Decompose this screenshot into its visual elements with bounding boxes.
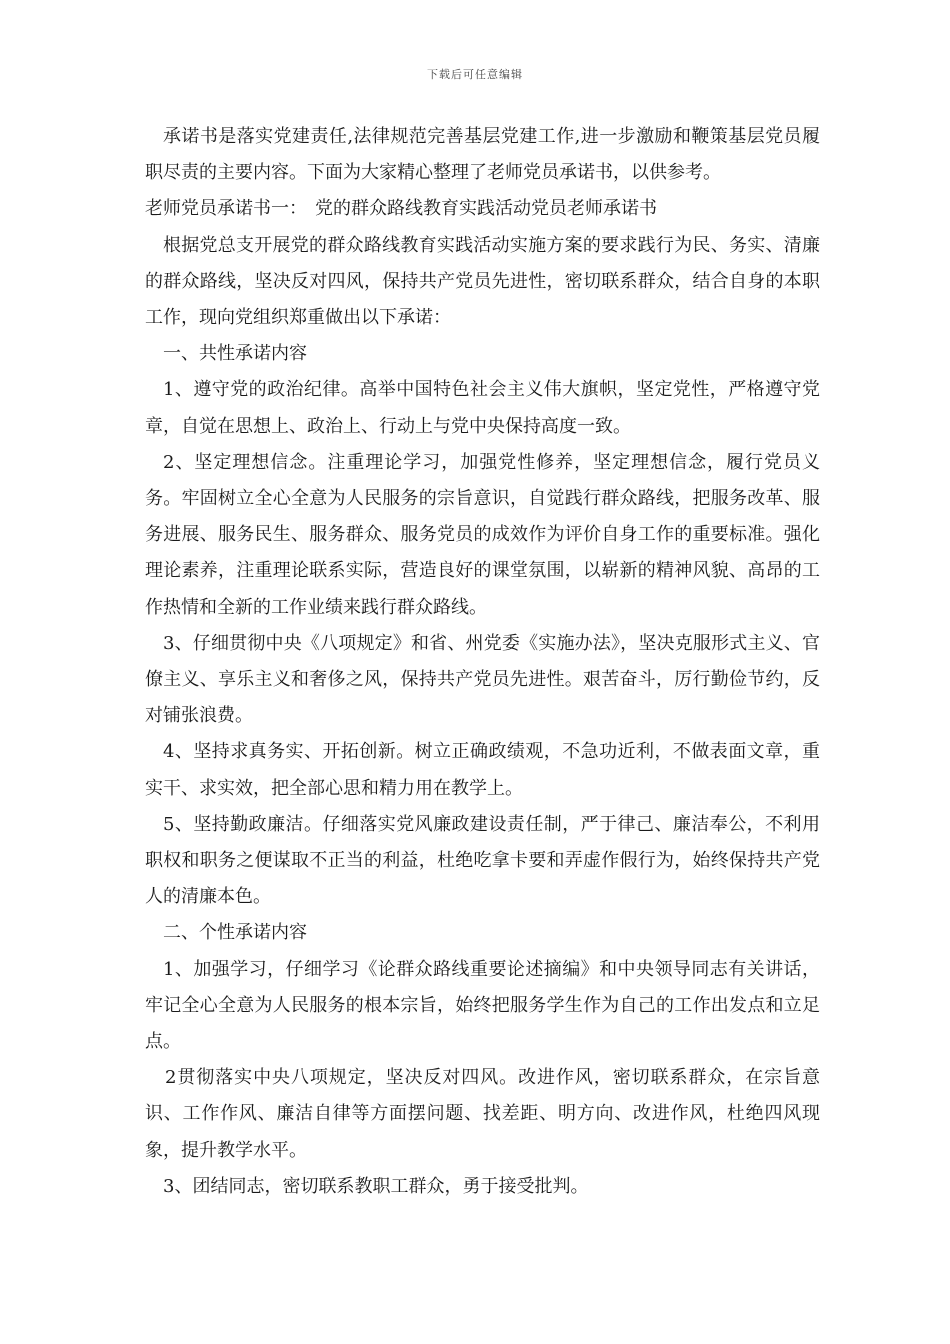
- personal-item-2: 2贯彻落实中央八项规定，坚决反对四风。改进作风，密切联系群众，在宗旨意识、工作作风、廉洁自律等方面摆问题、找差距、明方向、改进作风，杜绝四风现象，提升教学水平。: [145, 1067, 820, 1161]
- intro-paragraph: 承诺书是落实党建责任,法律规范完善基层党建工作,进一步激励和鞭策基层党员履职尽责的主要内容。下面为大家精心整理了老师党员承诺书，以供参考。: [145, 126, 820, 184]
- document-body: [145, 119, 820, 1205]
- document-title: 党的群众路线教育实践活动党员老师承诺书: [315, 198, 657, 220]
- section-heading-personal: 二、个性承诺内容: [163, 922, 307, 944]
- common-item-3: 3、仔细贯彻中央《八项规定》和省、州党委《实施办法》，坚决克服形式主义、官僚主义、享乐主义和奢侈之风，保持共产党员先进性。艰苦奋斗，厉行勤俭节约，反对铺张浪费。: [145, 632, 820, 727]
- common-item-4: 4、坚持求真务实、开拓创新。树立正确政绩观，不急功近利，不做表面文章，重实干、求实效，把全部心思和精力用在教学上。: [145, 741, 820, 799]
- common-item-2: 2、坚定理想信念。注重理论学习，加强党性修养，坚定理想信念，履行党员义务。牢固树立全心全意为人民服务的宗旨意识，自觉践行群众路线，把服务改革、服务进展、服务民生、服务群众、服务党员的成效作为评价自身工作的重要标准。强化理论素养，注重理论联系实际，营造良好的课堂氛围，以崭新的精神风貌、高昂的工作热情和全新的工作业绩来践行群众路线。: [145, 451, 820, 618]
- common-item-1: 1、遵守党的政治纪律。高举中国特色社会主义伟大旗帜，坚定党性，严格遵守党章，自觉在思想上、政治上、行动上与党中央保持高度一致。: [145, 379, 820, 437]
- section-heading-common: 一、共性承诺内容: [163, 343, 307, 365]
- document-title-line: [145, 191, 820, 227]
- personal-item-1: 1、加强学习，仔细学习《论群众路线重要论述摘编》和中央领导同志有关讲话，牢记全心全意为人民服务的根本宗旨，始终把服务学生作为自己的工作出发点和立足点。: [145, 958, 820, 1053]
- opening-paragraph: 根据党总支开展党的群众路线教育实践活动实施方案的要求践行为民、务实、清廉的群众路线，坚决反对四风，保持共产党员先进性，密切联系群众，结合自身的本职工作，现向党组织郑重做出以下承诺：: [145, 234, 820, 329]
- personal-item-3: 3、团结同志，密切联系教职工群众，勇于接受批判。: [163, 1175, 589, 1197]
- title-label: 老师党员承诺书一：: [145, 198, 307, 220]
- common-item-5: 5、坚持勤政廉洁。仔细落实党风廉政建设责任制，严于律己、廉洁奉公，不利用职权和职务之便谋取不正当的利益，杜绝吃拿卡要和弄虚作假行为，始终保持共产党人的清廉本色。: [145, 813, 820, 908]
- page-header: 下载后可任意编辑: [427, 68, 523, 81]
